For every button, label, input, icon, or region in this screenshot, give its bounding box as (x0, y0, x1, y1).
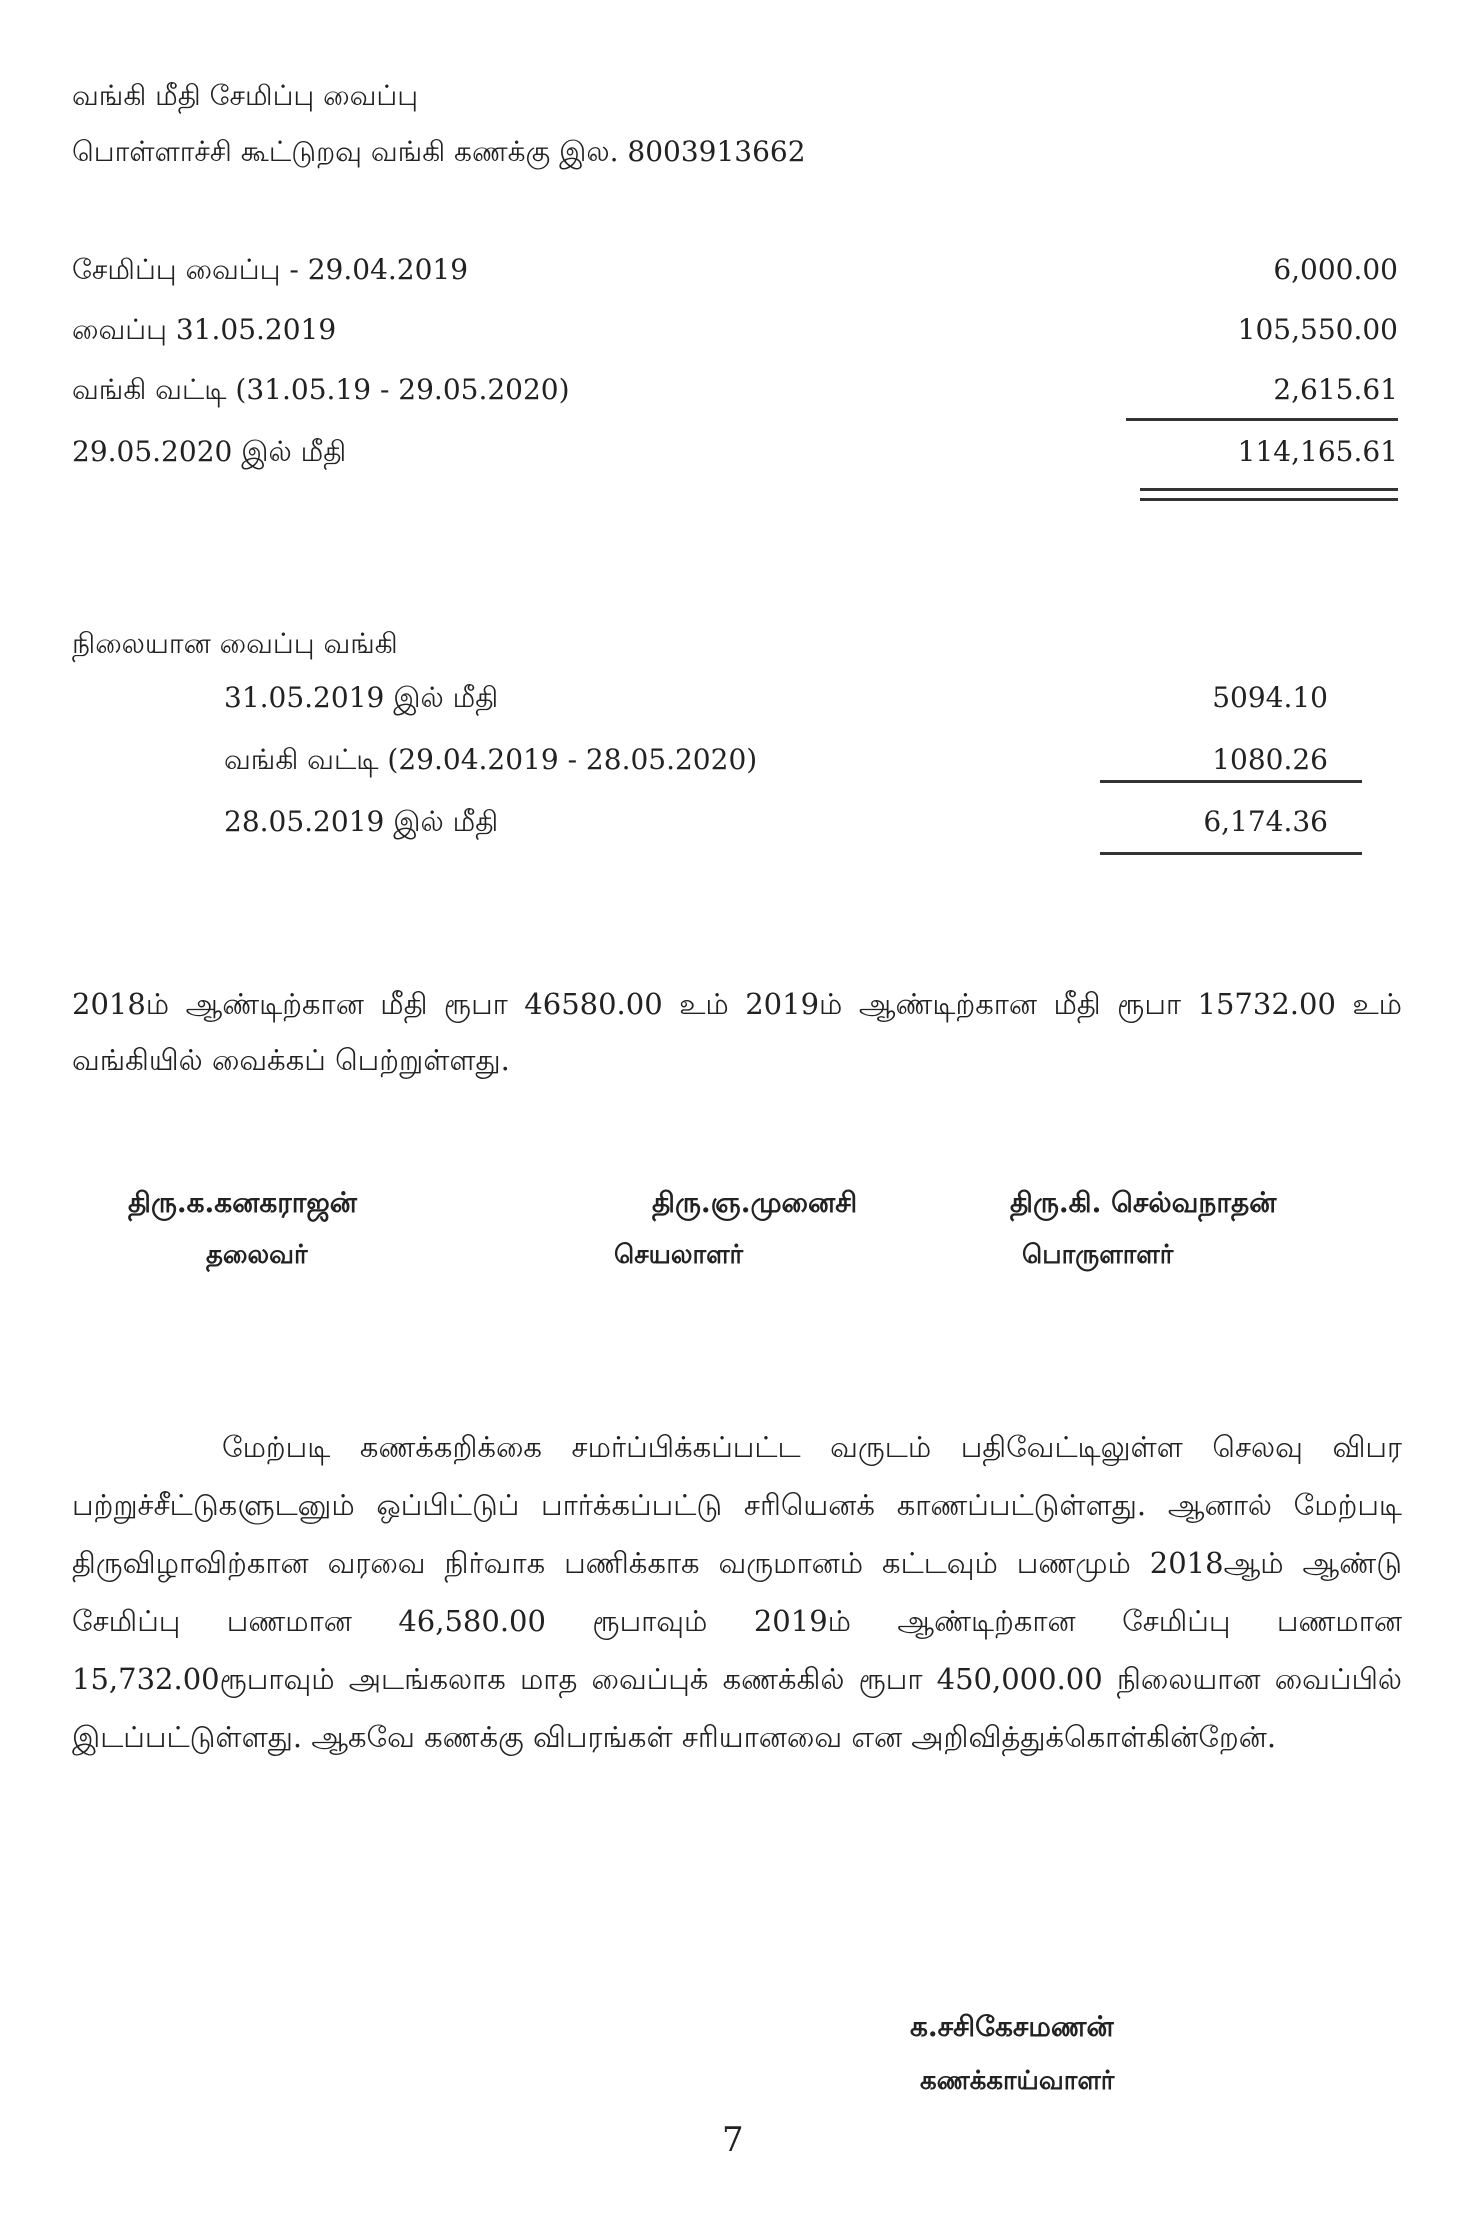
subtotal-rule (1100, 780, 1362, 783)
savings-row-amount: 105,550.00 (1237, 313, 1398, 346)
savings-row-label: சேமிப்பு வைப்பு - 29.04.2019 (72, 253, 469, 286)
fixed-heading: நிலையான வைப்பு வங்கி (72, 627, 398, 660)
fixed-total-amount: 6,174.36 (1203, 805, 1328, 838)
savings-row-label: வைப்பு 31.05.2019 (72, 313, 337, 346)
signatory-role: பொருளாளர் (1022, 1240, 1174, 1270)
savings-total-label: 29.05.2020 இல் மீதி (72, 435, 347, 468)
fixed-total-label: 28.05.2019 இல் மீதி (224, 805, 499, 838)
auditor-name: க.சசிகேசமணன் (910, 2010, 1114, 2043)
fixed-row-label: வங்கி வட்டி (29.04.2019 - 28.05.2020) (224, 743, 758, 776)
page-number: 7 (722, 2120, 744, 2160)
fixed-row-amount: 5094.10 (1212, 681, 1328, 714)
signatory-role: தலைவர் (206, 1240, 308, 1270)
auditor-role: கணக்காய்வாளர் (920, 2066, 1115, 2096)
auditor-statement: மேற்படி கணக்கறிக்கை சமர்ப்பிக்கப்பட்ட வருடம் பதிவேட்டிலுள்ள செலவு விபர பற்றுச்சீட்டுகளுடனும் ஒப்பிட்டுப் பார்க்கப்பட்டு சரியெனக் காணப்பட்டுள்ளது. ஆனால் மேற்படி திருவிழாவிற்கான வரவை நிர்வாக பணிக்காக வருமானம் கட்டவும் பணமும் 2018ஆம் ஆண்டு சேமிப்பு பணமான 46,580.00 ரூபாவும் 2019ம் ஆண்டிற்கான சேமிப்பு பணமான 15,732.00ரூபாவும் அடங்கலாக மாத வைப்புக் கணக்கில் ரூபா 450,000.00 நிலையான வைப்பில் இடப்பட்டுள்ளது. ஆகவே கணக்கு விபரங்கள் சரியானவை என அறிவித்துக்கொள்கின்றேன். (72, 1430, 1402, 1754)
fixed-row-amount: 1080.26 (1212, 743, 1328, 776)
savings-account-line: பொள்ளாச்சி கூட்டுறவு வங்கி கணக்கு இல. 8003913662 (72, 135, 806, 168)
total-double-rule (1140, 488, 1398, 501)
total-rule (1100, 852, 1362, 855)
signatory-name: திரு.கி. செல்வநாதன் (1010, 1186, 1277, 1219)
fixed-row-label: 31.05.2019 இல் மீதி (224, 681, 499, 714)
balance-note: 2018ம் ஆண்டிற்கான மீதி ரூபா 46580.00 உம் 2019ம் ஆண்டிற்கான மீதி ரூபா 15732.00 உம் வங்கியில் வைக்கப் பெற்றுள்ளது. (72, 987, 1402, 1077)
savings-heading: வங்கி மீதி சேமிப்பு வைப்பு (72, 79, 419, 112)
savings-row-amount: 6,000.00 (1273, 253, 1398, 286)
savings-row-amount: 2,615.61 (1273, 373, 1398, 406)
savings-row-label: வங்கி வட்டி (31.05.19 - 29.05.2020) (72, 373, 570, 406)
signatory-name: திரு.க.கனகராஜன் (128, 1186, 357, 1219)
savings-total-amount: 114,165.61 (1237, 435, 1398, 468)
subtotal-rule (1126, 418, 1398, 421)
signatory-role: செயலாளர் (614, 1240, 744, 1270)
signatory-name: திரு.ஞ.முனைசி (652, 1186, 858, 1219)
